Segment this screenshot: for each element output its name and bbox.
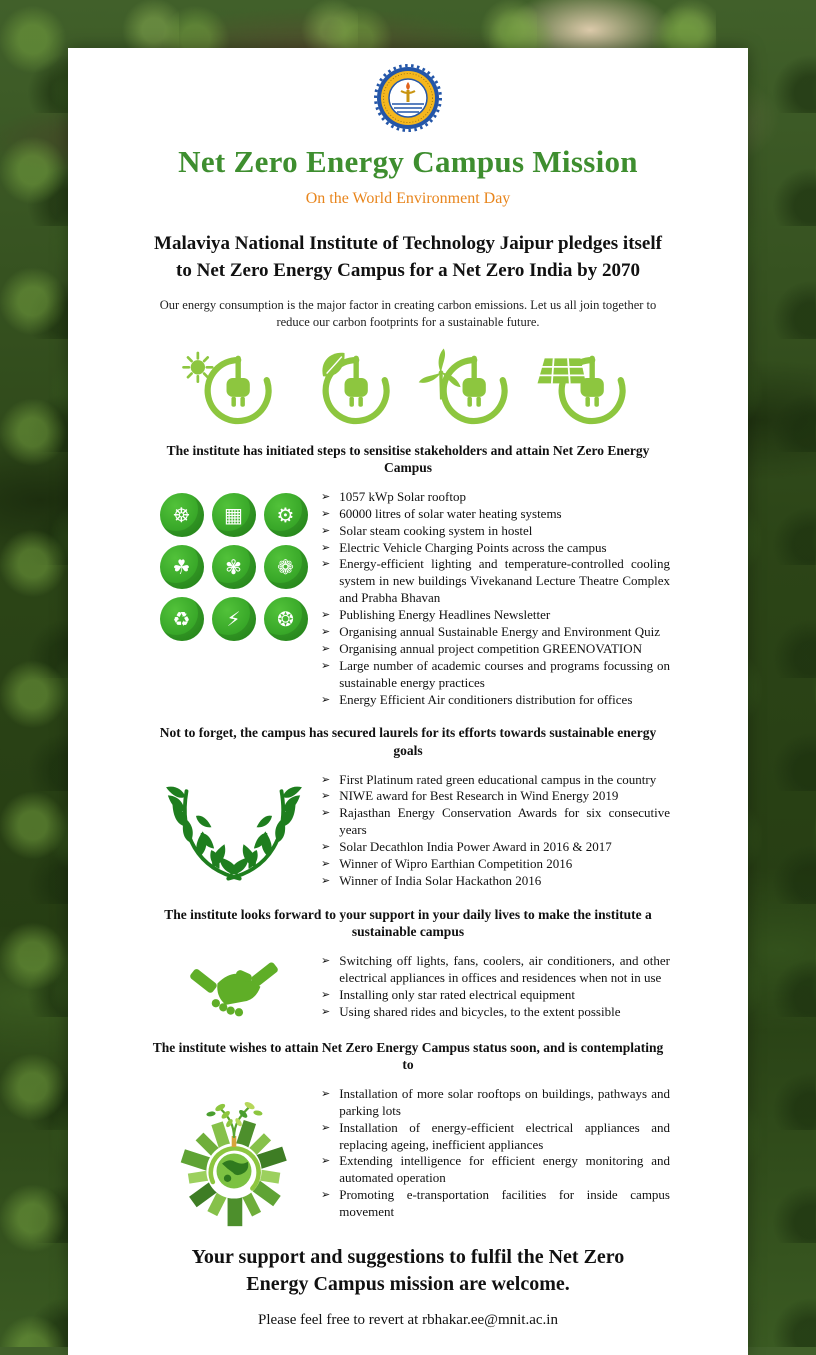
handshake-icon: [184, 957, 284, 1023]
globe-recycle-icon: ♻: [160, 597, 204, 641]
green-globe-leaf-icon: ❂: [264, 597, 308, 641]
arrow-bullet-icon: ➢: [321, 558, 331, 571]
arrow-bullet-icon: ➢: [321, 625, 331, 638]
list-item: ➢ NIWE award for Best Research in Wind Energy 2019: [321, 788, 619, 804]
list-item: ➢ 1057 kWp Solar rooftop: [321, 488, 466, 504]
laurel-wreath-icon: [158, 776, 310, 890]
list-item: ➢ Solar steam cooking system in hostel: [321, 522, 533, 538]
list-item: ➢ Publishing Energy Headlines Newsletter: [321, 607, 551, 623]
list-item: ➢ Large number of academic courses and programs focussing on sustainable energy practices: [321, 657, 670, 690]
eco-city-globe-icon: [164, 1090, 304, 1228]
solar-panel-sun-icon: ▦: [212, 493, 256, 537]
hand-leaves-icon: ❁: [264, 545, 308, 589]
arrow-bullet-icon: ➢: [321, 490, 331, 503]
leaf-plug-icon: [297, 344, 401, 430]
arrow-bullet-icon: ➢: [321, 988, 331, 1001]
arrow-bullet-icon: ➢: [321, 1155, 331, 1168]
list-item: ➢ Rajasthan Energy Conservation Awards for six consecutive years: [321, 805, 670, 838]
hand-water-drops-icon: ✾: [212, 545, 256, 589]
arrow-bullet-icon: ➢: [321, 693, 331, 706]
arrow-bullet-icon: ➢: [321, 1121, 331, 1134]
closing-statement: Your support and suggestions to fulfil the Net Zero Energy Campus mission are welcome.: [191, 1245, 625, 1295]
list-item: ➢ Using shared rides and bicycles, to the extent possible: [321, 1003, 621, 1019]
arrow-bullet-icon: ➢: [321, 659, 331, 672]
section-1-heading: The institute has initiated steps to sensitise stakeholders and attain Net Zero Energy Campus: [166, 442, 650, 476]
future-plans-list: [321, 1086, 670, 1221]
wind-turbine-plug-icon: [415, 344, 519, 430]
poster-panel: [68, 48, 748, 1355]
pledge-statement: Malaviya National Institute of Technology Jaipur pledges itself to Net Zero Energy Campus for a Net Zero India by 2070: [154, 232, 662, 282]
arrow-bullet-icon: ➢: [321, 1005, 331, 1018]
arrow-bullet-icon: ➢: [321, 1189, 331, 1202]
arrow-bullet-icon: ➢: [321, 954, 331, 967]
list-item: ➢ Installing only star rated electrical equipment: [321, 986, 575, 1002]
green-energy-plug-icons: [146, 344, 670, 430]
arrow-bullet-icon: ➢: [321, 807, 331, 820]
arrow-bullet-icon: ➢: [321, 841, 331, 854]
section-3: [146, 953, 670, 1023]
section-1: [146, 489, 670, 709]
leaf-icon: ☘: [160, 545, 204, 589]
list-item: ➢ Energy-efficient lighting and temperature-controlled cooling system in new buildings Vivekanand Lecture Theatre Complex and Prabha Bhavan: [321, 556, 670, 606]
arrow-bullet-icon: ➢: [321, 790, 331, 803]
arrow-bullet-icon: ➢: [321, 773, 331, 786]
list-item: ➢ Organising annual Sustainable Energy and Environment Quiz: [321, 623, 661, 639]
section-4: [146, 1086, 670, 1228]
list-item: ➢ Promoting e-transportation facilities for inside campus movement: [321, 1187, 670, 1220]
arrow-bullet-icon: ➢: [321, 609, 331, 622]
arrow-bullet-icon: ➢: [321, 642, 331, 655]
list-item: ➢ First Platinum rated green educational campus in the country: [321, 771, 657, 787]
arrow-bullet-icon: ➢: [321, 507, 331, 520]
awards-list: [321, 772, 670, 890]
daily-support-list: [321, 953, 670, 1021]
sun-plug-icon: [179, 344, 283, 430]
arrow-bullet-icon: ➢: [321, 524, 331, 537]
solar-panel-plug-icon: [533, 344, 637, 430]
list-item: ➢ Electric Vehicle Charging Points across the campus: [321, 539, 607, 555]
list-item: ➢ Solar Decathlon India Power Award in 2016 & 2017: [321, 839, 612, 855]
list-item: ➢ Installation of more solar rooftops on buildings, pathways and parking lots: [321, 1085, 670, 1118]
arrow-bullet-icon: ➢: [321, 1087, 331, 1100]
mnit-jaipur-emblem: [374, 64, 442, 132]
list-item: ➢ Energy Efficient Air conditioners distribution for offices: [321, 691, 633, 707]
subtitle: On the World Environment Day: [305, 189, 511, 207]
list-item: ➢ 60000 litres of solar water heating systems: [321, 505, 562, 521]
intro-paragraph: Our energy consumption is the major factor in creating carbon emissions. Let us all join together to reduce our carbon footprints for a sustainable future.: [159, 297, 657, 330]
section-3-heading: The institute looks forward to your support in your daily lives to make the institute a sustainable campus: [164, 906, 652, 940]
list-item: ➢ Winner of Wipro Earthian Competition 2016: [321, 855, 573, 871]
list-item: ➢ Winner of India Solar Hackathon 2016: [321, 872, 542, 888]
initiatives-list: [321, 489, 670, 709]
water-energy-cycle-icon: ⚡: [212, 597, 256, 641]
sustainability-icon-grid: [160, 493, 308, 641]
arrow-bullet-icon: ➢: [321, 541, 331, 554]
section-2: [146, 772, 670, 890]
section-2-heading: Not to forget, the campus has secured laurels for its efforts towards sustainable energy goals: [159, 725, 657, 758]
eco-gears-icon: ⚙: [264, 493, 308, 537]
list-item: ➢ Switching off lights, fans, coolers, air conditioners, and other electrical appliances in offices and residences when not in use: [321, 952, 670, 985]
arrow-bullet-icon: ➢: [321, 874, 331, 887]
page-title: Net Zero Energy Campus Mission: [178, 144, 638, 179]
list-item: ➢ Organising annual project competition GREENOVATION: [321, 640, 643, 656]
arrow-bullet-icon: ➢: [321, 857, 331, 870]
list-item: ➢ Installation of energy-efficient electrical appliances and replacing ageing, inefficient appliances: [321, 1119, 670, 1152]
wind-turbines-icon: ☸: [160, 493, 204, 537]
list-item: ➢ Extending intelligence for efficient energy monitoring and automated operation: [321, 1153, 670, 1186]
section-4-heading: The institute wishes to attain Net Zero Energy Campus status soon, and is contemplating to: [152, 1039, 664, 1073]
contact-line: Please feel free to revert at rbhakar.ee@mnit.ac.in: [258, 1311, 558, 1328]
